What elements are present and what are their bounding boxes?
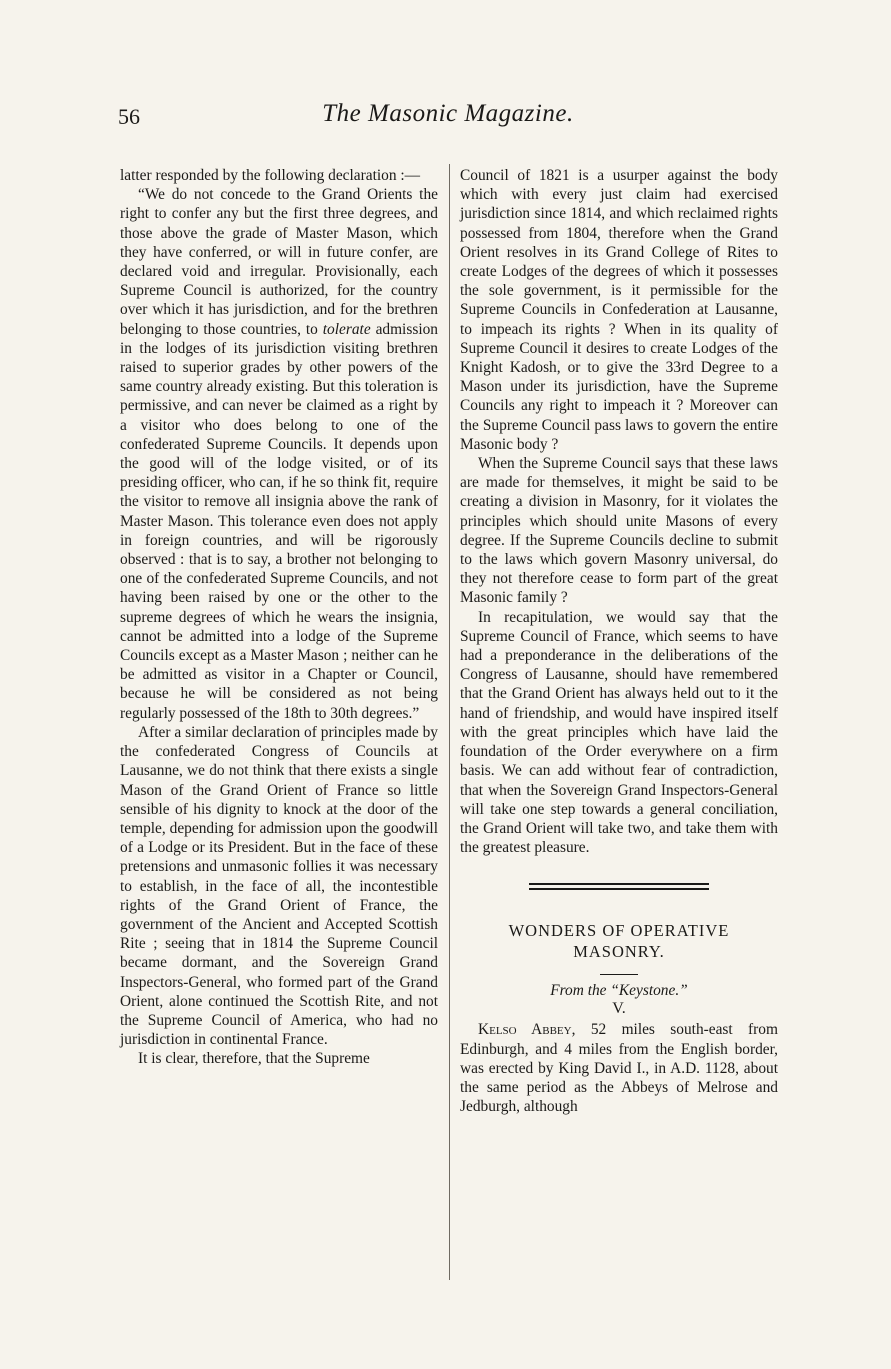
right-column <box>460 166 778 1116</box>
paragraph: It is clear, therefore, that the Supreme <box>138 1050 370 1068</box>
paragraph: latter responded by the following declaration :— <box>120 167 421 184</box>
quoted-declaration <box>120 185 438 723</box>
article-title-line: MASONRY. <box>573 942 665 962</box>
source-line: From the “Keystone.” <box>550 982 688 1000</box>
lead-in: Kelso Abbey, <box>478 1021 576 1039</box>
paragraph <box>460 1020 778 1116</box>
paragraph-text: 52 miles south-east from Edinburgh, and 4 miles from the English border, was erected by King David I., in A.D. 1128, about the same period as the Abbeys of Melrose and Jedburgh, although <box>460 1021 778 1116</box>
article-title-line: WONDERS OF OPERATIVE <box>508 921 730 941</box>
paragraph: After a similar declaration of principles made by the confederated Congress of Councils at Lausanne, we do not think that there exists a single Mason of the Grand Orient of France so little sensible of his dignity to knock at the door of the temple, depending for admission upon the goodwill of a Lodge or its President. But in the face of these pretensions and unmasonic follies it was necessary to establish, in the face of all, the incontestible rights of the Grand Orient of France, the government of the Ancient and Accepted Scottish Rite ; seeing that in 1814 the Supreme Council became dormant, and the Sovereign Grand Inspectors-General, who formed part of the Grand Orient, alone continued the Scottish Rite, and not the Supreme Council of America, who had no jurisdiction in continental France. <box>120 723 438 1049</box>
running-title: The Masonic Magazine. <box>322 100 574 127</box>
paragraph: Council of 1821 is a usurper against the body which with every just claim had exercised jurisdiction since 1814, and which reclaimed rights possessed from 1804, therefore when the Grand Orient resolves in its Grand College of Rites to create Lodges of the degrees of which it possesses the sole government, is it permissible for the Supreme Councils in Confederation at Lausanne, to impeach its rights ? When in its quality of Supreme Council it desires to create Lodges of the Knight Kadosh, or to give the 33rd Degree to a Mason under its jurisdiction, have the Supreme Councils any right to impeach it ? Moreover can the Supreme Council pass laws to govern the entire Masonic body ? <box>460 167 778 453</box>
section-separator <box>529 883 709 890</box>
article-title <box>460 920 778 962</box>
left-column <box>120 166 438 1069</box>
paragraph-text: “We do not concede to the Grand Orients the right to confer any but the first three degrees, and those above the grade of Master Mason, which they have conferred, or will in future confer, are declared void and irregular. Provisionally, each Supreme Council is authorized, for the country over which it has jurisdiction, and for the brethren belonging to those countries, to <box>120 186 438 338</box>
section-numeral: V. <box>612 1000 626 1018</box>
title-rule <box>600 974 638 975</box>
page-header <box>118 100 778 136</box>
column-divider <box>449 164 450 1280</box>
paragraph: When the Supreme Council says that these laws are made for themselves, it might be said to be creating a division in Masonry, for it violates the principles which should unite Masons of every degree. If the Supreme Councils decline to submit to the laws which govern Masonry universal, do they not therefore cease to form part of the great Masonic family ? <box>460 455 778 607</box>
paragraph-text: admission in the lodges of its jurisdiction visiting brethren raised to superior grades by other powers of the same country already existing. But this toleration is permissive, and can never be claimed as a right by a visitor who does belong to one of the confederated Supreme Councils. It depends upon the good will of the lodge visited, or of its presiding officer, who can, if he so think fit, require the visitor to remove all insignia above the rank of Master Mason. This tolerance even does not apply in foreign countries, and will be rigorously observed : that is to say, a brother not belonging to one of the confederated Supreme Councils, and not having been raised by one or the other to the supreme degrees of which he wears the insignia, cannot be admitted into a lodge of the Supreme Councils except as a Master Mason ; neither can he be admitted as visitor in a Chapter or Council, because he will be considered as not being regularly possessed of the 18th to 30th degrees.” <box>120 320 438 722</box>
paragraph: In recapitulation, we would say that the Supreme Council of France, which seems to have had a preponderance in the deliberations of the Congress of Lausanne, should have remembered that the Grand Orient has always held out to it the hand of friendship, and would have inspired itself with the great principles which have laid the foundation of the Order everywhere on a firm basis. We can add without fear of contradiction, that when the Sovereign Grand Inspectors-General will take one step towards a general conciliation, the Grand Orient will take two, and take them with the greatest pleasure. <box>460 608 778 857</box>
italic-word: tolerate <box>322 320 371 338</box>
page-number: 56 <box>118 104 140 129</box>
